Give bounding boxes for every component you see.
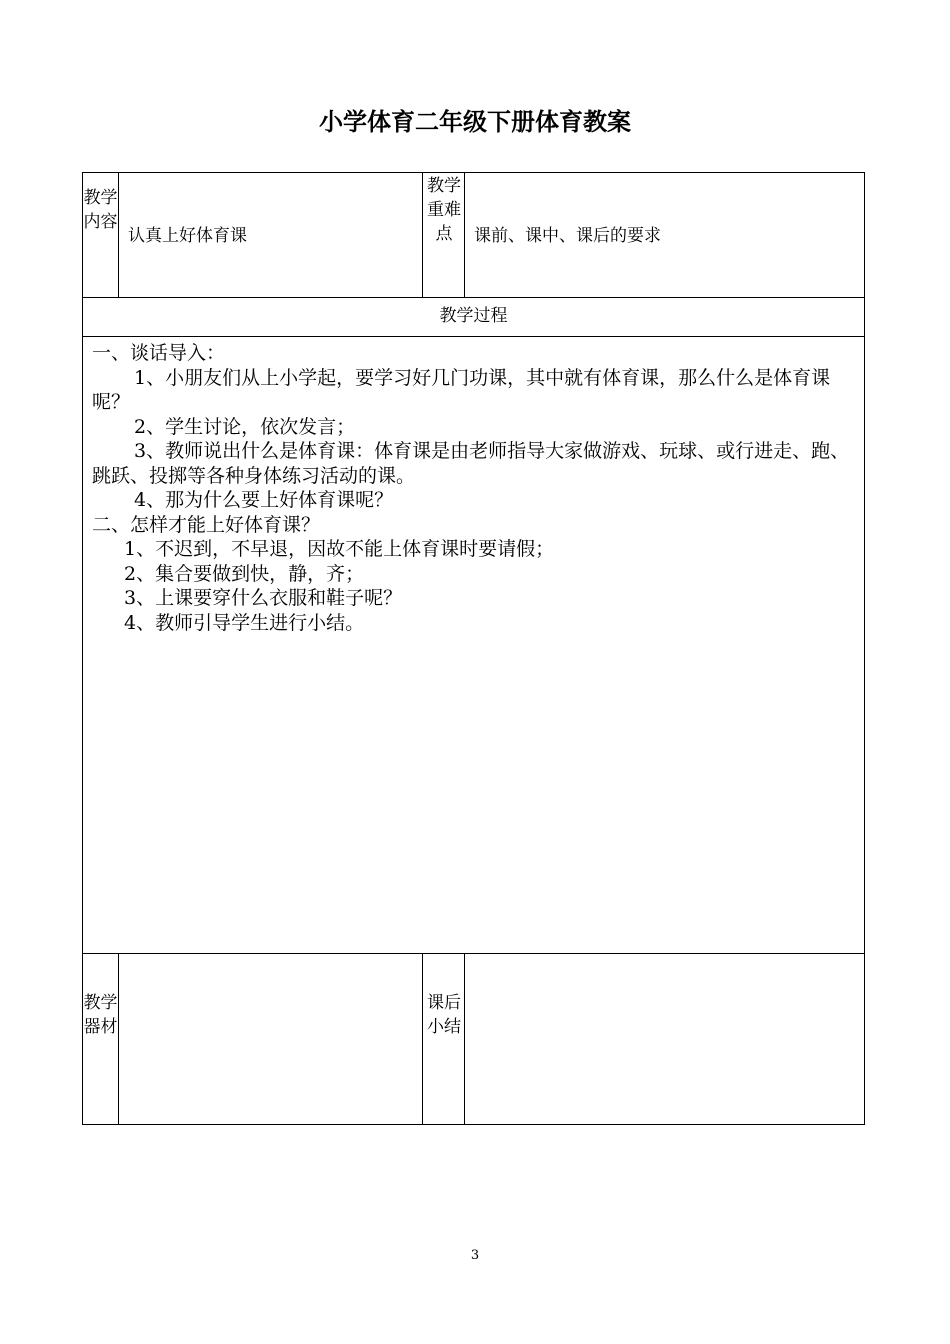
row1-divider-2	[422, 172, 423, 297]
section-2-item-1: 1、不迟到，不早退，因故不能上体育课时要请假；	[124, 538, 555, 560]
section-2-item-4: 4、教师引导学生进行小结。	[124, 611, 365, 634]
section-1-item-1: 1、小朋友们从上小学起，要学习好几门功课，其中就有体育课，那么什么是体育课呢？	[92, 366, 831, 413]
row3-divider-2	[422, 953, 423, 1125]
row3-divider-3	[464, 953, 465, 1125]
after-class-summary-label: 课后小结	[427, 993, 461, 1037]
section-1-item-2: 2、学生讨论，依次发言；	[134, 415, 356, 438]
page-number: 3	[470, 1248, 480, 1263]
row1-bottom-border	[82, 297, 865, 298]
section-2-heading: 二、怎样才能上好体育课？	[92, 513, 321, 536]
key-difficulty-value: 课前、课中、课后的要求	[474, 226, 661, 246]
teaching-content-label: 教学内容	[83, 188, 118, 232]
row1-divider-1	[118, 172, 119, 297]
row1-divider-3	[464, 172, 465, 297]
section-2-item-3: 3、上课要穿什么衣服和鞋子呢？	[124, 587, 403, 609]
teaching-process-body	[92, 341, 860, 635]
section-1-item-3: 3、教师说出什么是体育课：体育课是由老师指导大家做游戏、玩球、或行进走、跑、跳跃、投掷等各种身体练习活动的课。	[92, 440, 850, 487]
teaching-content-value: 认真上好体育课	[128, 226, 247, 246]
key-difficulty-label: 教学重难点	[427, 176, 461, 244]
row3-divider-1	[118, 953, 119, 1125]
process-bottom-border	[82, 953, 865, 954]
section-1-heading: 一、谈话导入：	[92, 342, 226, 364]
teaching-equipment-label: 教学器材	[83, 993, 118, 1037]
section-2-item-2: 2、集合要做到快，静，齐；	[124, 562, 365, 585]
section-1-item-4: 4、那为什么要上好体育课呢？	[134, 489, 394, 511]
teaching-process-header: 教学过程	[439, 306, 508, 326]
document-title: 小学体育二年级下册体育教案	[319, 108, 631, 136]
header-bottom-border	[82, 336, 865, 337]
